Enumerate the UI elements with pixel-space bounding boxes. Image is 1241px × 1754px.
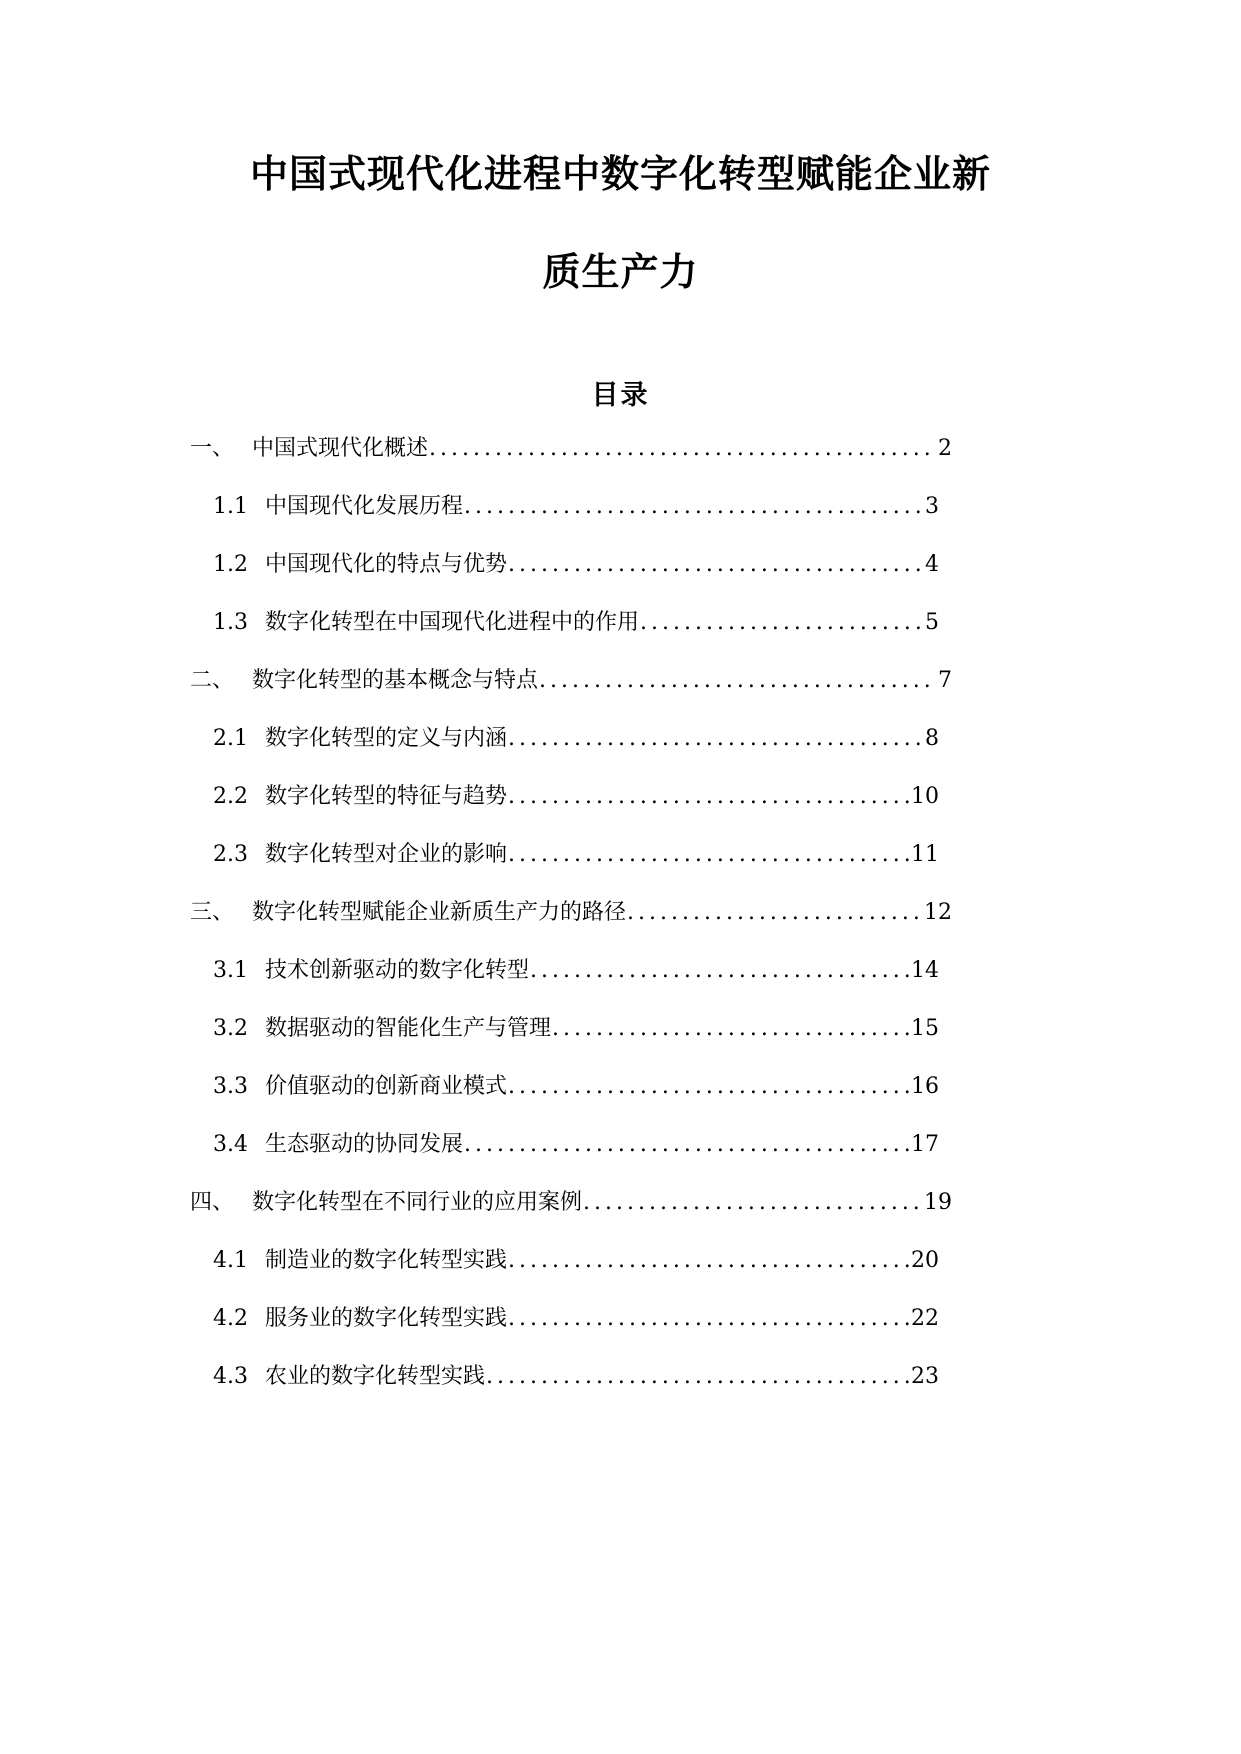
- toc-entry-page-number: 23: [911, 1364, 939, 1389]
- toc-dot-leader: [507, 840, 909, 870]
- toc-entry-number: 1.1: [213, 494, 248, 519]
- toc-entry-number: 2.1: [213, 726, 248, 751]
- toc-entry-title: 中国式现代化概述: [252, 436, 429, 461]
- toc-entry-page-number: 17: [911, 1132, 939, 1157]
- toc-entry-title: 数字化转型对企业的影响: [265, 842, 508, 867]
- toc-entry-page-number: 3: [925, 494, 939, 519]
- toc-entry-title: 数字化转型的基本概念与特点: [252, 668, 539, 693]
- toc-dot-leader: [463, 1130, 909, 1160]
- toc-dot-leader: [582, 1188, 922, 1218]
- toc-dot-leader: [507, 1304, 909, 1334]
- toc-entry[interactable]: [213, 956, 939, 986]
- toc-entry-page-number: 8: [925, 726, 939, 751]
- toc-entry-page-number: 5: [925, 610, 939, 635]
- toc-entry-number: 4.3: [213, 1364, 248, 1389]
- toc-entry-page-number: 22: [911, 1306, 939, 1331]
- toc-entry-title: 服务业的数字化转型实践: [265, 1306, 508, 1331]
- toc-dot-leader: [538, 666, 936, 696]
- toc-entry-page-number: 12: [924, 900, 952, 925]
- toc-entry-page-number: 16: [911, 1074, 939, 1099]
- toc-entry-number: 3.1: [213, 958, 248, 983]
- toc-dot-leader: [507, 1246, 909, 1276]
- toc-entry-number: 4.1: [213, 1248, 248, 1273]
- toc-entry-number: 三、: [190, 900, 235, 925]
- toc-entry-number: 4.2: [213, 1306, 248, 1331]
- toc-entry-number: 四、: [190, 1190, 235, 1215]
- toc-dot-leader: [428, 434, 936, 464]
- toc-entry[interactable]: [213, 1130, 939, 1160]
- toc-entry-title: 中国现代化的特点与优势: [265, 552, 508, 577]
- toc-entry-title: 数字化转型在不同行业的应用案例: [252, 1190, 583, 1215]
- toc-entry[interactable]: [213, 724, 939, 754]
- toc-entry-title: 制造业的数字化转型实践: [265, 1248, 508, 1273]
- toc-entry-title: 数据驱动的智能化生产与管理: [265, 1016, 552, 1041]
- toc-entry-title: 价值驱动的创新商业模式: [265, 1074, 508, 1099]
- toc-entry-page-number: 2: [938, 436, 952, 461]
- toc-entry[interactable]: [190, 898, 952, 928]
- toc-entry[interactable]: [213, 608, 939, 638]
- toc-entry[interactable]: [190, 434, 952, 464]
- toc-entry-page-number: 15: [911, 1016, 939, 1041]
- toc-dot-leader: [639, 608, 923, 638]
- toc-entry-number: 1.3: [213, 610, 248, 635]
- toc-dot-leader: [507, 1072, 909, 1102]
- toc-dot-leader: [551, 1014, 909, 1044]
- toc-entry[interactable]: [213, 1304, 939, 1334]
- toc-entry-number: 3.2: [213, 1016, 248, 1041]
- toc-entry-number: 3.4: [213, 1132, 248, 1157]
- toc-entry[interactable]: [213, 1362, 939, 1392]
- toc-entry-number: 3.3: [213, 1074, 248, 1099]
- toc-dot-leader: [507, 724, 923, 754]
- toc-dot-leader: [463, 492, 923, 522]
- document-title-line-1: 中国式现代化进程中数字化转型赋能企业新: [249, 152, 991, 196]
- toc-entry-page-number: 7: [938, 668, 952, 693]
- toc-dot-leader: [485, 1362, 909, 1392]
- toc-entry[interactable]: [213, 550, 939, 580]
- toc-entry-number: 1.2: [213, 552, 248, 577]
- toc-entry[interactable]: [190, 1188, 952, 1218]
- toc-entry-number: 一、: [190, 436, 235, 461]
- toc-entry-page-number: 10: [911, 784, 939, 809]
- toc-entry-title: 数字化转型在中国现代化进程中的作用: [265, 610, 640, 635]
- toc-entry-page-number: 20: [911, 1248, 939, 1273]
- toc-entry-number: 2.3: [213, 842, 248, 867]
- toc-entry-page-number: 14: [911, 958, 939, 983]
- toc-dot-leader: [626, 898, 922, 928]
- toc-entry-title: 中国现代化发展历程: [265, 494, 464, 519]
- toc-entry-number: 二、: [190, 668, 235, 693]
- toc-dot-leader: [507, 550, 923, 580]
- document-title-line-2: 质生产力: [542, 250, 699, 294]
- toc-entry-number: 2.2: [213, 784, 248, 809]
- toc-entry-page-number: 19: [924, 1190, 952, 1215]
- toc-entry[interactable]: [213, 782, 939, 812]
- toc-entry-title: 数字化转型的定义与内涵: [265, 726, 508, 751]
- toc-entry-title: 数字化转型的特征与趋势: [265, 784, 508, 809]
- toc-entry-title: 生态驱动的协同发展: [265, 1132, 464, 1157]
- toc-entry[interactable]: [213, 840, 939, 870]
- toc-heading: 目录: [591, 380, 650, 411]
- toc-dot-leader: [507, 782, 909, 812]
- toc-entry[interactable]: [190, 666, 952, 696]
- toc-entry[interactable]: [213, 1246, 939, 1276]
- toc-entry[interactable]: [213, 1014, 939, 1044]
- toc-dot-leader: [529, 956, 909, 986]
- toc-entry-title: 农业的数字化转型实践: [265, 1364, 486, 1389]
- toc-entry-title: 技术创新驱动的数字化转型: [265, 958, 530, 983]
- toc-entry-page-number: 11: [911, 842, 939, 867]
- toc-entry-page-number: 4: [925, 552, 939, 577]
- toc-entry[interactable]: [213, 1072, 939, 1102]
- toc-entry-title: 数字化转型赋能企业新质生产力的路径: [252, 900, 627, 925]
- toc-entry[interactable]: [213, 492, 939, 522]
